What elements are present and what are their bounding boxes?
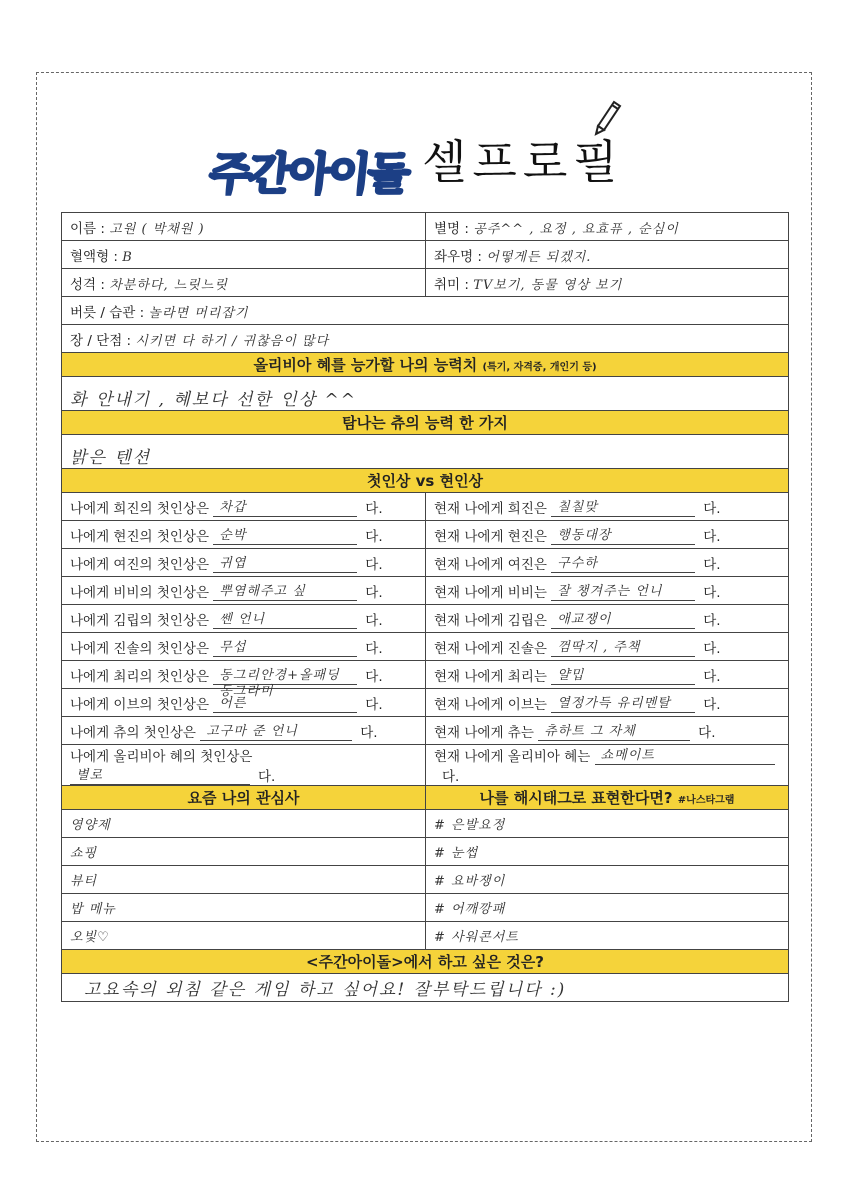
- motto-cell: [426, 241, 789, 269]
- profile-row: [62, 325, 789, 353]
- first-impression-value: 뿌염해주고 싶: [213, 584, 357, 601]
- interest-item: [62, 894, 426, 922]
- chuu-section-header: [62, 411, 789, 435]
- first-impression-label: 나에게 비비의 첫인상은: [70, 584, 209, 601]
- pencil-icon: [588, 96, 622, 136]
- current-impression-label: 현재 나에게 최리는: [434, 668, 547, 685]
- current-impression-label: 현재 나에게 현진은: [434, 528, 547, 545]
- personality-cell: [62, 269, 426, 297]
- first-impression-label: 나에게 현진의 첫인상은: [70, 528, 209, 545]
- sentence-end: 다.: [365, 696, 383, 713]
- impression-row: [62, 605, 789, 633]
- motto-label: 좌우명 :: [434, 248, 482, 265]
- profile-sheet: [61, 212, 789, 1002]
- current-impression-cell: [426, 549, 789, 577]
- first-impression-value: 별로: [70, 768, 250, 785]
- hashtag-item-text: # 요바쟁이: [434, 874, 506, 889]
- current-impression-cell: [426, 493, 789, 521]
- first-impression-cell: [62, 577, 426, 605]
- sentence-end: 다.: [703, 556, 721, 573]
- motto-value: 어떻게든 되겠지.: [486, 249, 592, 265]
- first-impression-label: 나에게 이브의 첫인상은: [70, 696, 209, 713]
- personality-value: 차분하다, 느릿느릿: [109, 277, 228, 293]
- current-impression-cell: [426, 717, 789, 745]
- hobby-cell: [426, 269, 789, 297]
- hashtag-item-text: # 은발요정: [434, 818, 506, 833]
- blood-value: B: [122, 249, 133, 265]
- sentence-end: 다.: [442, 769, 460, 785]
- hashtag-item-text: # 눈썹: [434, 846, 479, 861]
- first-impression-label: 나에게 최리의 첫인상은: [70, 668, 209, 685]
- weekly-idol-logo: [206, 126, 410, 200]
- impression-rows: [62, 493, 789, 786]
- wish-title: <주간아이돌>에서 하고 싶은 것은?: [306, 953, 544, 971]
- impression-row: [62, 633, 789, 661]
- blood-label: 혈액형 :: [70, 248, 118, 265]
- logo-part-1: 주간: [206, 149, 292, 200]
- habit-label: 버릇 / 습관 :: [70, 304, 145, 321]
- impression-section-header: [62, 469, 789, 493]
- hobby-value: TV보기, 동물 영상 보기: [473, 277, 623, 293]
- first-impression-label: 나에게 진솔의 첫인상은: [70, 640, 209, 657]
- interest-item: [62, 838, 426, 866]
- name-label: 이름 :: [70, 220, 105, 237]
- current-impression-value: 열정가득 유리멘탈: [551, 696, 695, 713]
- interest-item: [62, 810, 426, 838]
- sentence-end: 다.: [365, 668, 383, 685]
- first-impression-cell: [62, 661, 426, 699]
- sentence-end: 다.: [365, 640, 383, 657]
- current-impression-value: 얄밉: [551, 668, 695, 685]
- current-impression-cell: [426, 577, 789, 605]
- first-impression-value: 고구마 준 언니: [200, 724, 352, 741]
- current-impression-cell: [426, 745, 789, 786]
- impression-row: [62, 661, 789, 689]
- interest-row: [62, 838, 789, 866]
- current-impression-value: 애교쟁이: [551, 612, 695, 629]
- ability-title: 올리비아 혜를 능가할 나의 능력치: [253, 356, 478, 374]
- ability-note: (특기, 자격증, 개인기 등): [482, 362, 597, 373]
- chuu-answer-cell: [62, 435, 789, 469]
- first-impression-cell: [62, 521, 426, 549]
- impression-row: [62, 521, 789, 549]
- sentence-end: 다.: [703, 668, 721, 685]
- interest-item: [62, 866, 426, 894]
- interest-row: [62, 866, 789, 894]
- current-impression-value: 구수하: [551, 556, 695, 573]
- hashtag-item-text: # 사워콘서트: [434, 930, 519, 945]
- current-impression-label: 현재 나에게 츄는: [434, 724, 534, 741]
- hashtag-item: [426, 810, 789, 838]
- first-impression-label: 나에게 올리비아 혜의 첫인상은: [70, 749, 253, 765]
- current-impression-label: 현재 나에게 비비는: [434, 584, 547, 601]
- hashtag-title: 나를 해시태그로 표현한다면?: [479, 789, 673, 807]
- current-impression-label: 현재 나에게 여진은: [434, 556, 547, 573]
- first-impression-value: 귀엽: [213, 556, 357, 573]
- sentence-end: 다.: [365, 500, 383, 517]
- sentence-end: 다.: [703, 612, 721, 629]
- first-impression-value: 무섭: [213, 640, 357, 657]
- page-title: 셀프로필: [422, 135, 624, 189]
- nickname-cell: [426, 213, 789, 241]
- habit-value: 놀라면 머리잡기: [148, 305, 249, 321]
- nickname-value: 공주^^ , 요정 , 요효퓨 , 순심이: [473, 221, 679, 237]
- hashtag-note: #나스타그램: [677, 795, 735, 806]
- name-value: 고원 ( 박채원 ): [109, 221, 205, 237]
- first-impression-cell: [62, 605, 426, 633]
- current-impression-cell: [426, 605, 789, 633]
- habit-cell: [62, 297, 789, 325]
- current-impression-label: 현재 나에게 진솔은: [434, 640, 547, 657]
- hashtag-item: [426, 838, 789, 866]
- first-impression-label: 나에게 김립의 첫인상은: [70, 612, 209, 629]
- interest-section-header: [62, 786, 426, 810]
- impression-row: [62, 717, 789, 745]
- personality-label: 성격 :: [70, 276, 105, 293]
- hashtag-item: [426, 922, 789, 950]
- impression-row: [62, 549, 789, 577]
- sentence-end: 다.: [365, 528, 383, 545]
- profile-row: [62, 213, 789, 241]
- profile-row: [62, 297, 789, 325]
- hashtag-item: [426, 866, 789, 894]
- interest-row: [62, 922, 789, 950]
- first-impression-cell: [62, 493, 426, 521]
- interest-row: [62, 810, 789, 838]
- impression-row: [62, 493, 789, 521]
- ability-answer-cell: [62, 377, 789, 411]
- sentence-end: 다.: [703, 696, 721, 713]
- first-impression-cell: [62, 745, 426, 786]
- wish-section-header: [62, 950, 789, 974]
- current-impression-cell: [426, 661, 789, 689]
- hashtag-section-header: [426, 786, 789, 810]
- sentence-end: 다.: [365, 612, 383, 629]
- first-impression-cell: [62, 633, 426, 661]
- proscons-label: 장 / 단점 :: [70, 332, 132, 349]
- proscons-value: 시키면 다 하기 / 귀찮음이 많다: [135, 333, 330, 349]
- first-impression-value: 동그리안경+올패딩 동그라미: [213, 668, 357, 685]
- logo-part-3: 돌: [364, 149, 410, 200]
- interest-rows: [62, 810, 789, 950]
- interest-item-text: 밥 메뉴: [70, 902, 116, 917]
- first-impression-label: 나에게 희진의 첫인상은: [70, 500, 209, 517]
- current-impression-value: 쇼메이트: [595, 748, 775, 765]
- interest-item-text: 오빛♡: [70, 930, 110, 945]
- impression-row: [62, 577, 789, 605]
- wish-answer: 고요속의 외침 같은 게임 하고 싶어요! 잘부탁드립니다 :): [84, 980, 567, 1000]
- current-impression-cell: [426, 689, 789, 717]
- current-impression-value: 칠칠맞: [551, 500, 695, 517]
- sentence-end: 다.: [360, 724, 378, 741]
- current-impression-value: 행동대장: [551, 528, 695, 545]
- first-impression-label: 나에게 여진의 첫인상은: [70, 556, 209, 573]
- hobby-label: 취미 :: [434, 276, 469, 293]
- current-impression-label: 현재 나에게 희진은: [434, 500, 547, 517]
- name-cell: [62, 213, 426, 241]
- ability-section-header: [62, 353, 789, 377]
- current-impression-value: 잘 챙겨주는 언니: [551, 584, 695, 601]
- logo-part-2: 아이: [285, 149, 371, 200]
- nickname-label: 별명 :: [434, 220, 469, 237]
- sentence-end: 다.: [703, 528, 721, 545]
- current-impression-value: 츄하트 그 자체: [538, 724, 690, 741]
- current-impression-cell: [426, 521, 789, 549]
- hashtag-item-text: # 어깨깡패: [434, 902, 506, 917]
- wish-answer-cell: [62, 974, 789, 1002]
- sentence-end: 다.: [703, 640, 721, 657]
- impression-row: [62, 689, 789, 717]
- first-impression-value: 어른: [213, 696, 357, 713]
- current-impression-label: 현재 나에게 올리비아 혜는: [434, 749, 591, 765]
- first-impression-cell: [62, 549, 426, 577]
- impression-title: 첫인상 vs 현인상: [366, 472, 484, 490]
- interest-item: [62, 922, 426, 950]
- proscons-cell: [62, 325, 789, 353]
- first-impression-label: 나에게 츄의 첫인상은: [70, 724, 196, 741]
- hashtag-item: [426, 894, 789, 922]
- chuu-answer: 밝은 텐션: [70, 448, 152, 468]
- interest-row: [62, 894, 789, 922]
- sentence-end: 다.: [365, 584, 383, 601]
- sentence-end: 다.: [698, 724, 716, 741]
- impression-row: [62, 745, 789, 786]
- profile-row: [62, 269, 789, 297]
- first-impression-value: 순박: [213, 528, 357, 545]
- sentence-end: 다.: [703, 584, 721, 601]
- first-impression-value: 쎈 언니: [213, 612, 357, 629]
- interest-item-text: 영양제: [70, 818, 111, 833]
- first-impression-value: 차갑: [213, 500, 357, 517]
- interest-title: 요즘 나의 관심사: [187, 789, 300, 807]
- blood-cell: [62, 241, 426, 269]
- sentence-end: 다.: [703, 500, 721, 517]
- current-impression-label: 현재 나에게 김립은: [434, 612, 547, 629]
- sentence-end: 다.: [365, 556, 383, 573]
- interest-item-text: 뷰티: [70, 874, 98, 889]
- profile-row: [62, 241, 789, 269]
- current-impression-label: 현재 나에게 이브는: [434, 696, 547, 713]
- first-impression-cell: [62, 689, 426, 717]
- current-impression-cell: [426, 633, 789, 661]
- header: [206, 118, 630, 200]
- chuu-title: 탐나는 츄의 능력 한 가지: [342, 414, 508, 432]
- interest-item-text: 쇼핑: [70, 846, 98, 861]
- first-impression-cell: [62, 717, 426, 745]
- ability-answer: 화 안내기 , 혜보다 선한 인상 ^^: [70, 390, 357, 410]
- sentence-end: 다.: [258, 769, 276, 785]
- current-impression-value: 껌딱지 , 주책: [551, 640, 695, 657]
